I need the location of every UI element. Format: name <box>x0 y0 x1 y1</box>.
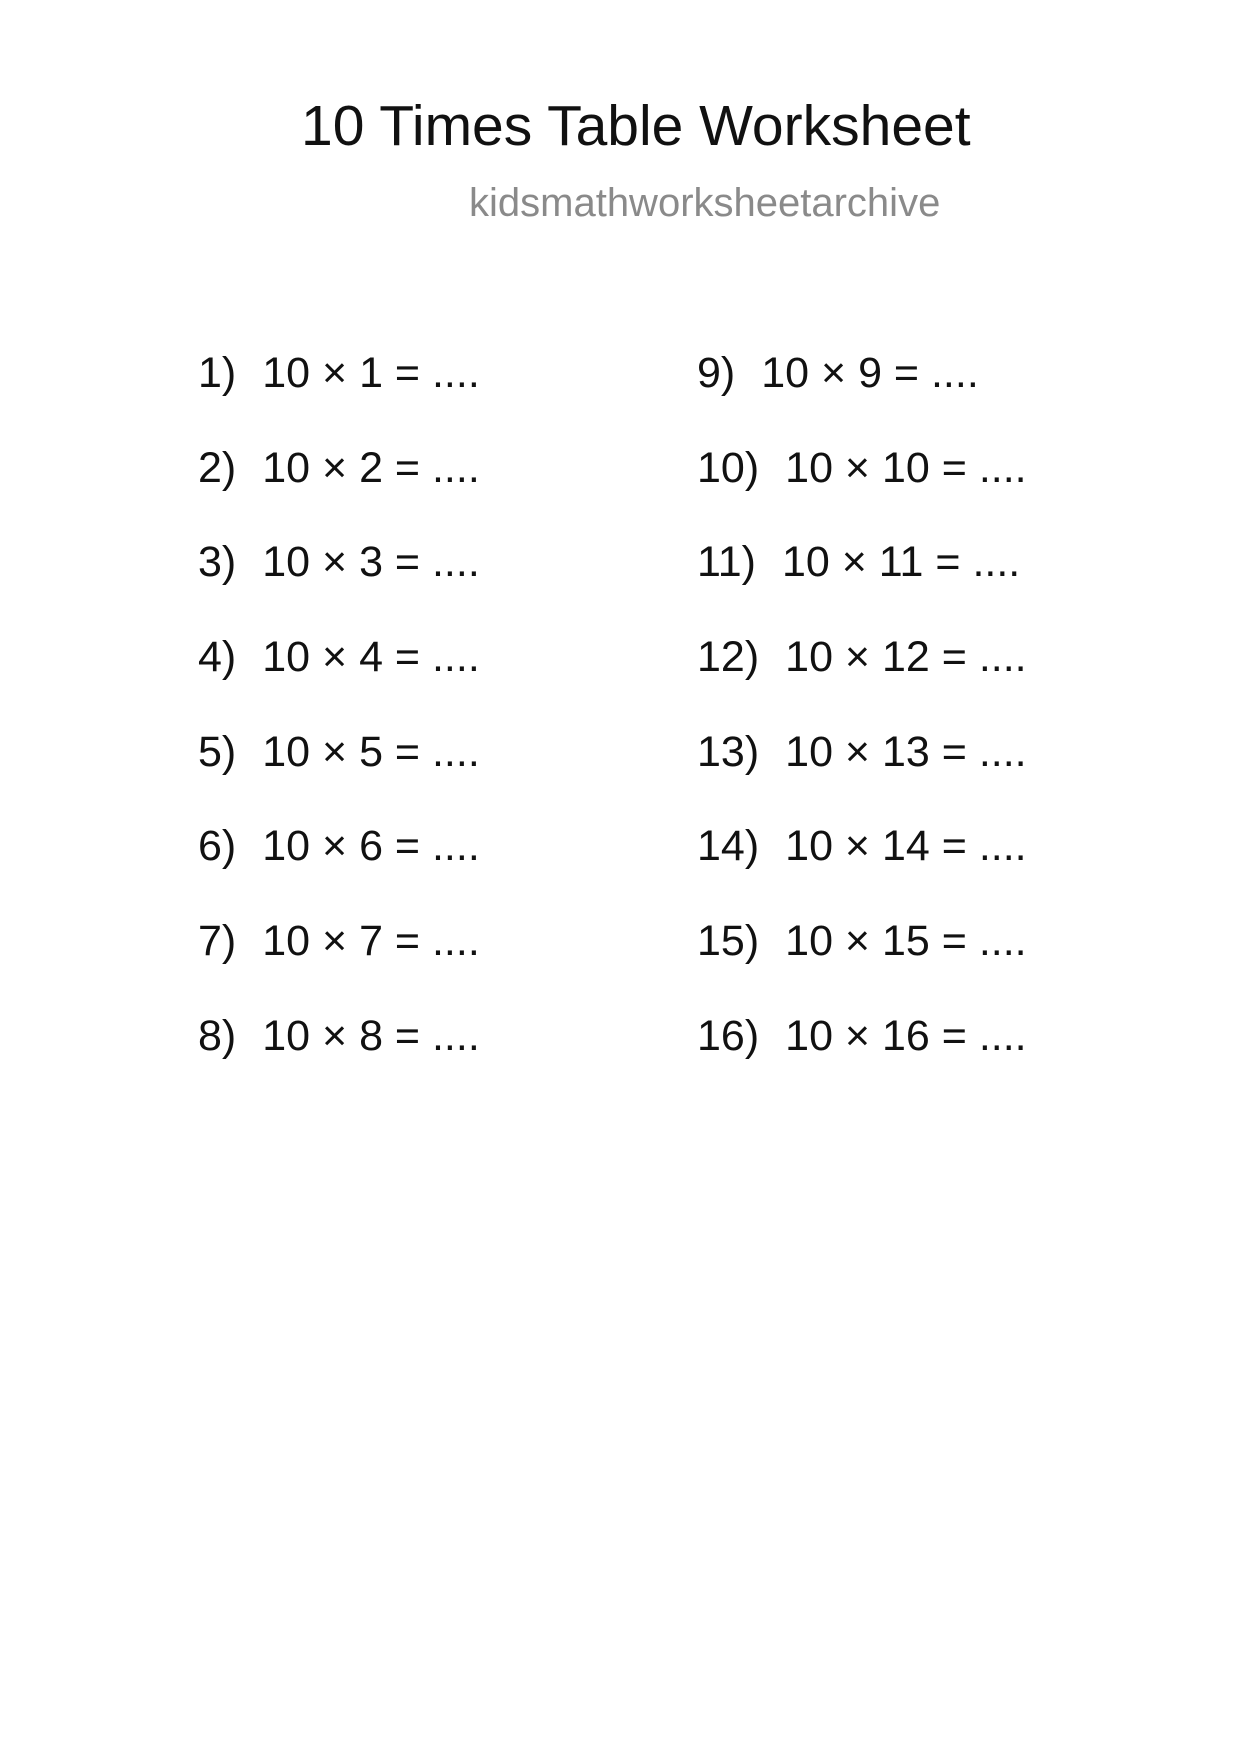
problem-number: 16) <box>697 1011 760 1060</box>
problem-item <box>697 633 1027 731</box>
problem-number: 11) <box>697 538 756 587</box>
problem-expression: 10 × 8 = .... <box>262 1011 480 1060</box>
problem-item <box>697 822 1027 920</box>
problem-item <box>697 1011 1027 1110</box>
problem-expression: 10 × 5 = .... <box>262 727 480 776</box>
problem-expression: 10 × 15 = .... <box>785 917 1027 966</box>
problem-expression: 10 × 13 = .... <box>785 727 1027 776</box>
problem-item <box>198 349 480 447</box>
problem-column-left <box>198 349 480 1110</box>
problem-item <box>697 538 1027 636</box>
problem-item <box>198 443 480 542</box>
problem-expression: 10 × 4 = .... <box>262 633 480 682</box>
problem-number: 1) <box>198 349 237 397</box>
problem-item <box>198 822 480 920</box>
worksheet-subtitle: kidsmathworksheetarchive <box>469 181 941 225</box>
problem-item <box>697 349 1027 447</box>
problem-number: 2) <box>198 443 237 492</box>
problem-number: 6) <box>198 822 237 871</box>
problem-number: 15) <box>697 917 760 966</box>
problem-item <box>198 917 480 1015</box>
problem-column-right <box>697 349 1027 1110</box>
problem-number: 13) <box>697 727 760 776</box>
problem-expression: 10 × 9 = .... <box>761 349 979 397</box>
problem-expression: 10 × 7 = .... <box>262 917 480 966</box>
problem-item <box>697 727 1027 826</box>
problem-number: 12) <box>697 633 760 682</box>
worksheet-title: 10 Times Table Worksheet <box>301 94 971 158</box>
problem-expression: 10 × 1 = .... <box>262 349 480 397</box>
problem-number: 9) <box>697 349 736 397</box>
problem-number: 8) <box>198 1011 237 1060</box>
problem-expression: 10 × 3 = .... <box>262 538 480 587</box>
problem-number: 10) <box>697 443 760 492</box>
problem-number: 14) <box>697 822 760 871</box>
problem-number: 3) <box>198 538 237 587</box>
problem-item <box>198 1011 480 1110</box>
problem-expression: 10 × 6 = .... <box>262 822 480 871</box>
problem-number: 7) <box>198 917 237 966</box>
problem-item <box>697 917 1027 1015</box>
problem-expression: 10 × 16 = .... <box>785 1011 1027 1060</box>
problem-item <box>697 443 1027 542</box>
problem-item <box>198 633 480 731</box>
problem-number: 4) <box>198 633 237 682</box>
problem-expression: 10 × 12 = .... <box>785 633 1027 682</box>
problem-number: 5) <box>198 727 237 776</box>
problem-item <box>198 727 480 826</box>
problem-item <box>198 538 480 636</box>
problem-expression: 10 × 10 = .... <box>785 443 1027 492</box>
problem-expression: 10 × 14 = .... <box>785 822 1027 871</box>
problem-expression: 10 × 11 = .... <box>781 538 1021 587</box>
problem-expression: 10 × 2 = .... <box>262 443 480 492</box>
